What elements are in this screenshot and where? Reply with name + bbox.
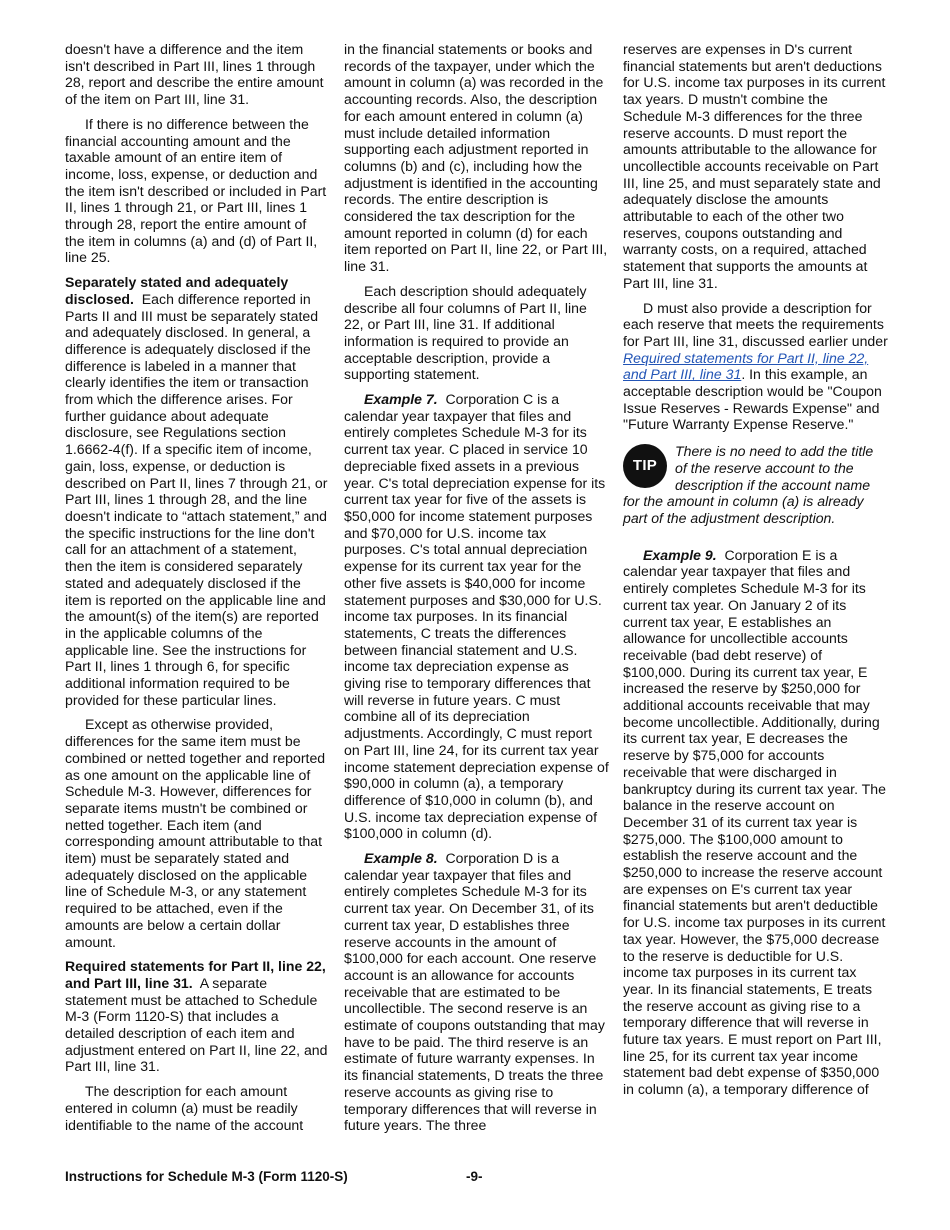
tip-icon-label: TIP bbox=[632, 456, 658, 474]
tip-icon bbox=[623, 444, 667, 488]
section-heading: Required statements for Part II, line 22, and Part III, line 31. bbox=[65, 958, 326, 991]
paragraph: If there is no difference between the financial accounting amount and the taxable amount of an entire item of income, loss, expense, or deduction and the item isn't described or included in Part II, lines 1 through 21, or Part III, lines 1 through 28, report the entire amount of the item in columns (a) and (d) of Part II, line 25. bbox=[65, 115, 327, 266]
text-column-3 bbox=[623, 41, 888, 1106]
example-heading: Example 7. bbox=[364, 391, 438, 408]
example-text: Corporation D is a calendar year taxpayer that files and entirely completes Schedule M-3 for its current tax year. On December 31, of its current tax year, D establishes three reserve accounts in the amount of $100,000 for each account. One reserve account is an allowance for accounts receivable that are estimated to be uncollectible. The second reserve is an estimate of coupons outstanding that may have to be paid. The third reserve is an estimate of future warranty expenses. In its financial statements, D treats the three reserve accounts as giving rise to temporary differences that will reverse in future years. The three bbox=[344, 850, 605, 1134]
paragraph: Except as otherwise provided, differences for the same item must be combined or netted together and reported as one amount on the applicable line of Schedule M-3. However, differences for separate items mustn't be combined or netted together. Each item (and corresponding amount attributable to that item) must be separately stated and adequately disclosed on the applicable line of Schedule M-3, or any statement required to be attached, even if the amounts are below a certain dollar amount. bbox=[65, 716, 326, 950]
page-number: -9- bbox=[466, 1169, 483, 1184]
paragraph: reserves are expenses in D's current financial statements but aren't deductions for U.S. income tax purposes in its current tax years. D mustn't combine the Schedule M-3 differences for the three reserve accounts. D must report the amounts attributable to the allowance for uncollectible accounts receivable on Part III, line 25, and must separately state and adequately disclose the amounts attributable to each of the other two reserves, coupons outstanding and warranty costs, on a required, attached statement that supports the amounts at Part III, line 31. bbox=[623, 41, 886, 291]
paragraph-text: A separate statement must be attached to Schedule M-3 (Form 1120-S) that includes a detailed description of each item and adjustment entered on Part II, line 22, and Part III, line 31. bbox=[65, 974, 328, 1075]
text-column-1 bbox=[65, 41, 328, 1141]
example-heading: Example 9. bbox=[643, 546, 717, 563]
paragraph-required-statements bbox=[65, 958, 328, 1075]
example-text: Corporation C is a calendar year taxpayer that files and entirely completes Schedule M-3 for its current tax year. C placed in service 10 depreciable fixed assets in a previous year. C's total depreciation expense for its current tax year for five of the assets is $50,000 for income statement purposes and $70,000 for U.S. income tax purposes. C's total annual depreciation expense for its current tax year for the other five assets is $40,000 for income statement purposes and $30,000 for U.S. income tax purposes. In its financial statements, C treats the differences between financial statement and U.S. income tax depreciation expense as giving rise to temporary differences that will reverse in future years. C must combine all of its depreciation adjustments. Accordingly, C must report on Part III, line 24, for its current tax year income statement depreciation expense of $90,000 in column (a), a temporary difference of $10,000 in column (b), and U.S. income tax depreciation expense of $100,000 in column (d). bbox=[344, 391, 609, 842]
example-8 bbox=[344, 850, 609, 1134]
paragraph-separately-stated bbox=[65, 274, 328, 708]
tip-box bbox=[623, 443, 888, 527]
paragraph-text: . In this example, an acceptable description would be "Coupon Issue Reserves - Rewards Expense" and "Future Warranty Expense Reserve." bbox=[623, 366, 882, 433]
paragraph-text: Each difference reported in Parts II and III must be separately stated and adequately disclosed. In general, a difference is adequately disclosed if the difference is labeled in a manner that clearly identifies the item or transaction from which the difference arises. For further guidance about adequate disclosure, see Regulations section 1.6662-4(f). If a specific item of income, gain, loss, expense, or deduction is described on Part II, lines 7 through 21, or Part III, lines 1 through 28, and the line doesn't indicate to “attach statement,” and the specific instructions for the line don't call for an attachment of a statement, then the item is considered separately stated and adequately disclosed if the item is reported on the applicable line and the amount(s) of the item(s) are reported in the applicable columns of the applicable line. See the instructions for Part II, lines 1 through 6, for specific additional information required to be provided for these particular lines. bbox=[65, 290, 328, 708]
example-text: Corporation E is a calendar year taxpayer that files and entirely completes Schedule M-3 for its current tax year. On January 2 of its current tax year, E establishes an allowance for uncollectible accounts receivable (bad debt reserve) of $100,000. During its current tax year, E increased the reserve by $250,000 for additional accounts receivable that may become uncollectible. Additionally, during its current tax year, E decreases the reserve by $75,000 for accounts receivable that were discharged in bankruptcy during its current tax year. The balance in the reserve account on December 31 of its current tax year is $275,000. The $100,000 amount to establish the reserve account and the $250,000 to increase the reserve account are expenses on E's current tax year financial statements but aren't deductible for U.S. income tax purposes in its current tax year. However, the $75,000 decrease to the reserve is deductible for U.S. income tax purposes in its current tax year. In its financial statements, E treats the reserve account as giving rise to a temporary difference that will reverse in future tax years. E must report on Part III, line 25, for its current tax year income statement bad debt expense of $350,000 in column (a), a temporary difference of bbox=[623, 546, 886, 1098]
paragraph: in the financial statements or books and records of the taxpayer, under which the amount in column (a) was recorded in the accounting records. Also, the description for each amount entered in column (a) must include detailed information supporting each adjustment reported in columns (b) and (c), including how the adjustment is identified in the accounting records. The entire description is considered the tax description for the amount reported in column (d) for each item reported on Part II, line 22, or Part III, line 31. bbox=[344, 41, 608, 275]
text-column-2 bbox=[344, 41, 609, 1142]
tip-text: There is no need to add the title of the reserve account to the description if the account name for the amount in column (a) is already part of the adjustment description. bbox=[623, 443, 874, 526]
paragraph: doesn't have a difference and the item isn't described in Part III, lines 1 through 28, report and describe the entire amount of the item on Part III, line 31. bbox=[65, 41, 324, 108]
paragraph-with-link bbox=[623, 300, 888, 434]
example-heading: Example 8. bbox=[364, 850, 438, 867]
section-heading: Separately stated and adequately disclosed. bbox=[65, 274, 289, 307]
footer-title: Instructions for Schedule M-3 (Form 1120-S) bbox=[65, 1169, 348, 1184]
paragraph: The description for each amount entered in column (a) must be readily identifiable to the name of the account bbox=[65, 1083, 304, 1133]
paragraph-text: D must also provide a description for each reserve that meets the requirements for Part III, line 31, discussed earlier under bbox=[623, 299, 888, 349]
required-statements-link[interactable]: Required statements for Part II, line 22, and Part III, line 31 bbox=[623, 349, 869, 383]
paragraph: Each description should adequately describe all four columns of Part II, line 22, or Part III, line 31. If additional information is required to provide an acceptable description, provide a supporting statement. bbox=[344, 282, 587, 383]
example-9 bbox=[623, 547, 888, 1098]
example-7 bbox=[344, 391, 609, 842]
